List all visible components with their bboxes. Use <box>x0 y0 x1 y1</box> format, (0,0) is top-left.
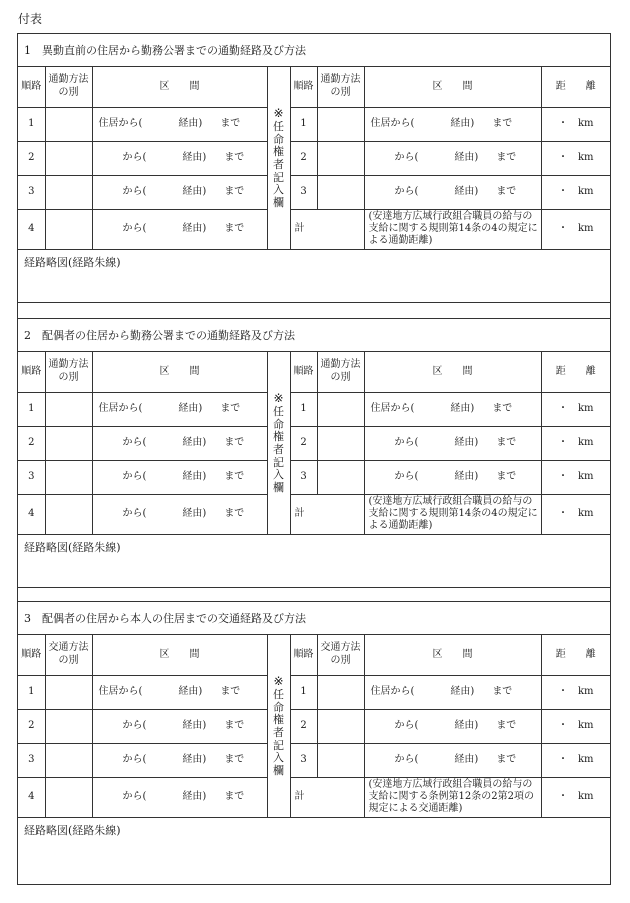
route-via-label: 経由) <box>450 685 475 697</box>
section-header: 区 間 <box>364 352 541 392</box>
method-cell[interactable] <box>45 426 92 460</box>
staff-column: ※ 任 命 権 者 記 入 欄 <box>267 635 290 817</box>
table-row <box>18 675 610 709</box>
page-title: 付表 <box>18 12 43 26</box>
table-row <box>18 141 610 175</box>
distance-cell[interactable]: ・ km <box>541 460 610 494</box>
route-until-label: まで <box>220 685 241 697</box>
order-number: 3 <box>18 743 45 777</box>
table-row <box>18 777 610 817</box>
order-number: 1 <box>18 107 45 141</box>
rule-note: (安達地方広域行政組合職員の給与の支給に関する条例第12条の2第2項の規定による交通距離) <box>364 777 541 817</box>
method-cell[interactable] <box>45 709 92 743</box>
section-header: 区 間 <box>92 635 267 675</box>
method-cell[interactable] <box>317 392 364 426</box>
table-header-row <box>18 67 610 107</box>
route-cell[interactable] <box>92 743 267 777</box>
route-until-label: まで <box>492 685 513 697</box>
route-section <box>18 318 610 588</box>
route-via-label: 経由) <box>454 753 479 765</box>
route-cell[interactable] <box>364 709 541 743</box>
route-table <box>18 67 610 250</box>
method-cell[interactable] <box>45 777 92 817</box>
method-header: 通勤方法の別 <box>45 67 92 107</box>
route-until-label: まで <box>224 790 245 802</box>
order-number: 1 <box>290 392 317 426</box>
section-title: 1 異動直前の住居から勤務公署までの通勤経路及び方法 <box>18 34 610 67</box>
route-via-label: 経由) <box>182 436 207 448</box>
route-until-label: まで <box>492 402 513 414</box>
order-number: 3 <box>290 460 317 494</box>
distance-cell[interactable]: ・ km <box>541 743 610 777</box>
route-until-label: まで <box>224 470 245 482</box>
distance-cell[interactable]: ・ km <box>541 494 610 534</box>
route-from-label: 住居から( <box>370 685 415 697</box>
section-title: 3 配偶者の住居から本人の住居までの交通経路及び方法 <box>18 602 610 635</box>
table-header-row <box>18 352 610 392</box>
method-cell[interactable] <box>317 460 364 494</box>
route-from-label: から( <box>122 507 147 519</box>
section-header: 区 間 <box>92 67 267 107</box>
route-via-label: 経由) <box>454 719 479 731</box>
method-cell[interactable] <box>45 675 92 709</box>
route-from-label: から( <box>394 151 419 163</box>
method-header: 通勤方法の別 <box>317 67 364 107</box>
section-header: 区 間 <box>364 635 541 675</box>
route-from-label: 住居から( <box>98 117 143 129</box>
route-cell[interactable] <box>364 107 541 141</box>
distance-cell[interactable]: ・ km <box>541 777 610 817</box>
route-from-label: 住居から( <box>98 402 143 414</box>
route-map-area[interactable]: 経路略図(経路朱線) <box>18 250 610 303</box>
staff-column: ※ 任 命 権 者 記 入 欄 <box>267 352 290 534</box>
table-row <box>18 494 610 534</box>
route-from-label: から( <box>394 470 419 482</box>
route-until-label: まで <box>496 470 517 482</box>
route-via-label: 経由) <box>182 470 207 482</box>
total-label: 計 <box>290 777 364 817</box>
distance-header: 距 離 <box>541 67 610 107</box>
route-until-label: まで <box>224 151 245 163</box>
method-cell[interactable] <box>317 175 364 209</box>
order-number: 3 <box>18 460 45 494</box>
route-via-label: 経由) <box>182 753 207 765</box>
route-until-label: まで <box>220 117 241 129</box>
form-frame <box>17 33 611 885</box>
order-header: 順路 <box>290 67 317 107</box>
table-row <box>18 392 610 426</box>
method-cell[interactable] <box>45 460 92 494</box>
order-header: 順路 <box>18 67 45 107</box>
order-header: 順路 <box>290 352 317 392</box>
route-until-label: まで <box>220 402 241 414</box>
order-header: 順路 <box>18 635 45 675</box>
order-number: 1 <box>18 392 45 426</box>
table-row <box>18 460 610 494</box>
route-until-label: まで <box>496 436 517 448</box>
method-cell[interactable] <box>45 175 92 209</box>
method-header: 交通方法の別 <box>45 635 92 675</box>
order-number: 4 <box>18 777 45 817</box>
route-via-label: 経由) <box>182 790 207 802</box>
route-from-label: から( <box>122 719 147 731</box>
distance-header: 距 離 <box>541 352 610 392</box>
method-cell[interactable] <box>317 675 364 709</box>
distance-cell[interactable]: ・ km <box>541 675 610 709</box>
section-title: 2 配偶者の住居から勤務公署までの通勤経路及び方法 <box>18 319 610 352</box>
route-cell[interactable] <box>364 392 541 426</box>
table-row <box>18 209 610 249</box>
staff-column: ※ 任 命 権 者 記 入 欄 <box>267 67 290 249</box>
method-cell[interactable] <box>317 709 364 743</box>
route-from-label: から( <box>122 185 147 197</box>
route-from-label: から( <box>122 151 147 163</box>
order-number: 1 <box>290 107 317 141</box>
method-cell[interactable] <box>317 743 364 777</box>
route-section <box>18 601 610 875</box>
table-row <box>18 107 610 141</box>
route-via-label: 経由) <box>182 507 207 519</box>
distance-header: 距 離 <box>541 635 610 675</box>
route-until-label: まで <box>224 436 245 448</box>
route-from-label: 住居から( <box>370 117 415 129</box>
order-header: 順路 <box>18 352 45 392</box>
method-cell[interactable] <box>45 141 92 175</box>
route-until-label: まで <box>492 117 513 129</box>
route-via-label: 経由) <box>454 185 479 197</box>
route-via-label: 経由) <box>178 117 203 129</box>
route-from-label: 住居から( <box>370 402 415 414</box>
table-row <box>18 175 610 209</box>
distance-cell[interactable]: ・ km <box>541 141 610 175</box>
route-until-label: まで <box>496 151 517 163</box>
route-cell[interactable] <box>364 460 541 494</box>
route-until-label: まで <box>496 753 517 765</box>
order-number: 2 <box>290 426 317 460</box>
route-cell[interactable] <box>92 460 267 494</box>
route-until-label: まで <box>496 185 517 197</box>
route-cell[interactable] <box>92 709 267 743</box>
route-cell[interactable] <box>364 175 541 209</box>
route-until-label: まで <box>224 185 245 197</box>
route-until-label: まで <box>224 507 245 519</box>
order-number: 2 <box>18 709 45 743</box>
route-cell[interactable] <box>92 426 267 460</box>
route-until-label: まで <box>496 719 517 731</box>
order-number: 3 <box>290 743 317 777</box>
distance-cell[interactable]: ・ km <box>541 392 610 426</box>
method-cell[interactable] <box>45 494 92 534</box>
distance-cell[interactable]: ・ km <box>541 426 610 460</box>
route-from-label: から( <box>122 222 147 234</box>
route-via-label: 経由) <box>182 719 207 731</box>
table-header-row <box>18 635 610 675</box>
order-number: 2 <box>18 141 45 175</box>
order-number: 1 <box>18 675 45 709</box>
route-cell[interactable] <box>364 743 541 777</box>
route-via-label: 経由) <box>450 402 475 414</box>
route-cell[interactable] <box>92 494 267 534</box>
table-row <box>18 426 610 460</box>
method-header: 通勤方法の別 <box>45 352 92 392</box>
order-number: 3 <box>290 175 317 209</box>
route-map-area[interactable]: 経路略図(経路朱線) <box>18 535 610 588</box>
distance-cell[interactable]: ・ km <box>541 107 610 141</box>
route-from-label: から( <box>394 753 419 765</box>
method-cell[interactable] <box>45 392 92 426</box>
route-from-label: から( <box>394 185 419 197</box>
route-cell[interactable] <box>364 141 541 175</box>
route-until-label: まで <box>224 719 245 731</box>
section-header: 区 間 <box>364 67 541 107</box>
route-via-label: 経由) <box>182 151 207 163</box>
method-cell[interactable] <box>45 209 92 249</box>
method-cell[interactable] <box>317 107 364 141</box>
order-number: 2 <box>18 426 45 460</box>
route-from-label: 住居から( <box>98 685 143 697</box>
route-from-label: から( <box>394 719 419 731</box>
route-via-label: 経由) <box>454 470 479 482</box>
route-via-label: 経由) <box>182 185 207 197</box>
route-table <box>18 352 610 535</box>
route-until-label: まで <box>224 753 245 765</box>
method-cell[interactable] <box>45 107 92 141</box>
route-via-label: 経由) <box>178 402 203 414</box>
method-cell[interactable] <box>45 743 92 777</box>
rule-note: (安達地方広域行政組合職員の給与の支給に関する規則第14条の4の規定による通勤距離) <box>364 494 541 534</box>
route-cell[interactable] <box>92 175 267 209</box>
route-via-label: 経由) <box>454 151 479 163</box>
order-number: 4 <box>18 209 45 249</box>
table-row <box>18 709 610 743</box>
order-number: 2 <box>290 141 317 175</box>
route-cell[interactable] <box>364 426 541 460</box>
route-cell[interactable] <box>92 107 267 141</box>
route-via-label: 経由) <box>450 117 475 129</box>
rule-note: (安達地方広域行政組合職員の給与の支給に関する規則第14条の4の規定による通勤距離) <box>364 209 541 249</box>
section-header: 区 間 <box>92 352 267 392</box>
route-via-label: 経由) <box>182 222 207 234</box>
method-header: 通勤方法の別 <box>317 352 364 392</box>
route-cell[interactable] <box>92 209 267 249</box>
distance-cell[interactable]: ・ km <box>541 175 610 209</box>
route-cell[interactable] <box>364 675 541 709</box>
method-header: 交通方法の別 <box>317 635 364 675</box>
route-from-label: から( <box>122 790 147 802</box>
route-from-label: から( <box>394 436 419 448</box>
table-row <box>18 743 610 777</box>
total-label: 計 <box>290 209 364 249</box>
route-cell[interactable] <box>92 141 267 175</box>
order-number: 3 <box>18 175 45 209</box>
route-cell[interactable] <box>92 675 267 709</box>
total-label: 計 <box>290 494 364 534</box>
route-from-label: から( <box>122 436 147 448</box>
route-map-area[interactable]: 経路略図(経路朱線) <box>24 823 121 837</box>
route-cell[interactable] <box>92 777 267 817</box>
route-cell[interactable] <box>92 392 267 426</box>
order-number: 2 <box>290 709 317 743</box>
order-number: 4 <box>18 494 45 534</box>
route-via-label: 経由) <box>454 436 479 448</box>
route-table <box>18 635 610 818</box>
route-from-label: から( <box>122 470 147 482</box>
order-number: 1 <box>290 675 317 709</box>
route-via-label: 経由) <box>178 685 203 697</box>
distance-cell[interactable]: ・ km <box>541 709 610 743</box>
route-section <box>18 34 610 303</box>
route-from-label: から( <box>122 753 147 765</box>
distance-cell[interactable]: ・ km <box>541 209 610 249</box>
method-cell[interactable] <box>317 426 364 460</box>
route-until-label: まで <box>224 222 245 234</box>
order-header: 順路 <box>290 635 317 675</box>
method-cell[interactable] <box>317 141 364 175</box>
